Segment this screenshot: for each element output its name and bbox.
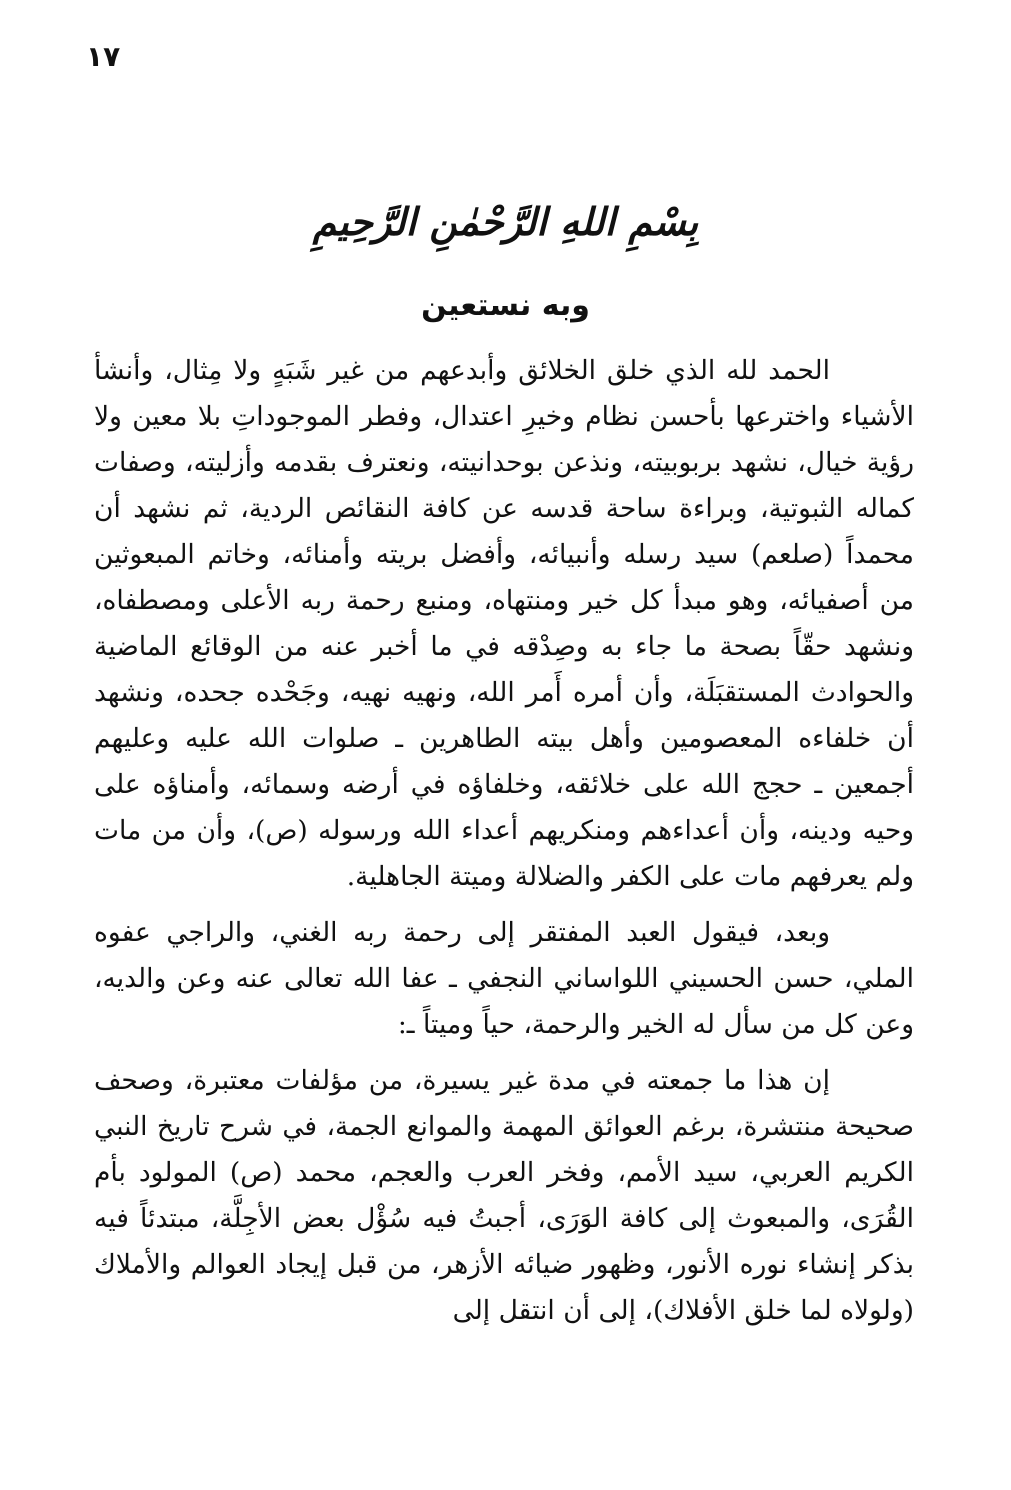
- basmala-calligraphy: بِسْمِ اللهِ الرَّحْمٰنِ الرَّحِيمِ: [312, 200, 699, 244]
- page-number: ١٧: [86, 40, 121, 73]
- paragraph-author-intro: وبعد، فيقول العبد المفتقر إلى رحمة ربه الغني، والراجي عفوه الملي، حسن الحسيني اللواساني النجفي ـ عفا الله تعالى عنه وعن والديه، وعن كل من سأل له الخير والرحمة، حياً وميتاً ـ:: [94, 917, 914, 1040]
- section-heading: وبه نستعين: [421, 288, 590, 323]
- paragraph-opening-praise: الحمد لله الذي خلق الخلائق وأبدعهم من غير شَبَهٍ ولا مِثال، وأنشأ الأشياء واخترعها بأحسن نظام وخيرِ اعتدال، وفطر الموجوداتِ بلا معين ولا رؤية خيال، نشهد بربوبيته، ونذعن بوحدانيته، ونعترف بقدمه وأزليته، وصفات كماله الثبوتية، وبراءة ساحة قدسه عن كافة النقائص الردية، ثم نشهد أن محمداً (صلعم) سيد رسله وأنبيائه، وأفضل بريته وأمنائه، وخاتم المبعوثين من أصفيائه، وهو مبدأ كل خير ومنتهاه، ومنبع رحمة ربه الأعلى ومصطفاه، ونشهد حقّاً بصحة ما جاء به وصِدْقه في ما أخبر عنه من الوقائع الماضية والحوادث المستقبَلَة، وأن أمره أَمر الله، ونهيه نهيه، وجَحْده جحده، ونشهد أن خلفاءه المعصومين وأهل بيته الطاهرين ـ صلوات الله عليه وعليهم أجمعين ـ حجج الله على خلائقه، وخلفاؤه في أرضه وسمائه، وأمناؤه على وحيه ودينه، وأن أعداءهم ومنكريهم أعداء الله ورسوله (ص)، وأن من مات ولم يعرفهم مات على الكفر والضلالة وميتة الجاهلية.: [94, 355, 914, 892]
- body-text: [94, 348, 914, 1334]
- paragraph-book-purpose: إن هذا ما جمعته في مدة غير يسيرة، من مؤلفات معتبرة، وصحف صحيحة منتشرة، برغم العوائق المهمة والموانع الجمة، في شرح تاريخ النبي الكريم العربي، سيد الأمم، وفخر العرب والعجم، محمد (ص) المولود بأم القُرَى، والمبعوث إلى كافة الوَرَى، أجبتُ فيه سُؤْل بعض الأجِلَّة، مبتدئاً فيه بذكر إنشاء نوره الأنور، وظهور ضيائه الأزهر، من قبل إيجاد العوالم والأملاك (ولولاه لما خلق الأفلاك)، إلى أن انتقل إلى: [94, 1065, 914, 1326]
